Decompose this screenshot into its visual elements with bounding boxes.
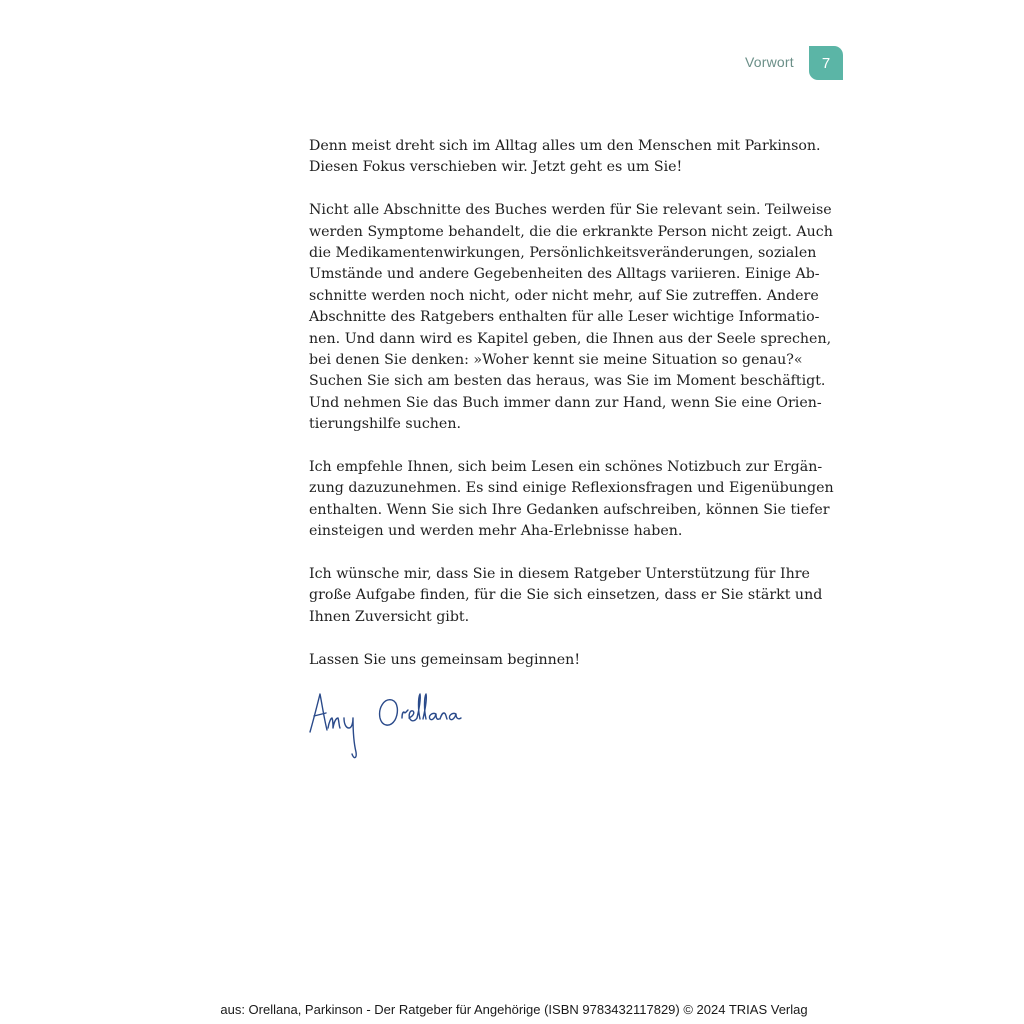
paragraph (309, 136, 821, 179)
page-number-badge (809, 46, 843, 80)
text-line: Suchen Sie sich am besten das heraus, was Sie im Moment beschäftigt. (309, 373, 826, 390)
text-line: nen. Und dann wird es Kapitel geben, die Ihnen aus der Seele sprechen, (309, 330, 832, 347)
text-line: Und nehmen Sie das Buch immer dann zur Hand, wenn Sie eine Orien- (309, 394, 822, 411)
text-line: einsteigen und werden mehr Aha-Erlebnisse haben. (309, 523, 683, 540)
text-line: Ich empfehle Ihnen, sich beim Lesen ein schönes Notizbuch zur Ergän- (309, 459, 823, 476)
text-line: die Medikamentenwirkungen, Persönlichkeitsveränderungen, sozialen (309, 245, 817, 262)
text-line: Lassen Sie uns gemeinsam beginnen! (309, 651, 581, 668)
footer-citation: aus: Orellana, Parkinson - Der Ratgeber für Angehörige (ISBN 9783432117829) © 2024 TRIAS Verlag (220, 1002, 808, 1017)
paragraph (309, 200, 833, 435)
body-text (309, 136, 834, 692)
signature-image (306, 688, 481, 763)
text-line: tierungshilfe suchen. (309, 416, 461, 433)
text-line: Denn meist dreht sich im Alltag alles um den Menschen mit Parkinson. (309, 138, 821, 154)
text-line: Ich wünsche mir, dass Sie in diesem Ratgeber Unterstützung für Ihre (309, 566, 810, 583)
text-line: bei denen Sie denken: »Woher kennt sie meine Situation so genau?« (309, 352, 803, 369)
text-line: Ihnen Zuversicht gibt. (309, 608, 470, 625)
text-line: Umstände und andere Gegebenheiten des Alltags variieren. Einige Ab- (309, 266, 820, 283)
text-line: Nicht alle Abschnitte des Buches werden für Sie relevant sein. Teilweise (309, 202, 832, 219)
running-header-section: Vorwort (745, 54, 794, 70)
paragraph (309, 650, 809, 671)
text-line: Diesen Fokus verschieben wir. Jetzt geht es um Sie! (309, 159, 683, 176)
paragraph (309, 564, 823, 628)
page-number: 7 (821, 54, 831, 72)
paragraph (309, 457, 834, 543)
text-line: enthalten. Wenn Sie sich Ihre Gedanken aufschreiben, können Sie tiefer (309, 501, 830, 518)
text-line: große Aufgabe finden, für die Sie sich einsetzen, dass er Sie stärkt und (309, 587, 823, 604)
text-line: Abschnitte des Ratgebers enthalten für alle Leser wichtige Informatio- (309, 309, 820, 326)
text-line: werden Symptome behandelt, die die erkrankte Person nicht zeigt. Auch (309, 223, 833, 240)
text-line: zung dazuzunehmen. Es sind einige Reflexionsfragen und Eigenübungen (309, 480, 834, 497)
text-line: schnitte werden noch nicht, oder nicht mehr, auf Sie zutreffen. Andere (309, 287, 819, 304)
